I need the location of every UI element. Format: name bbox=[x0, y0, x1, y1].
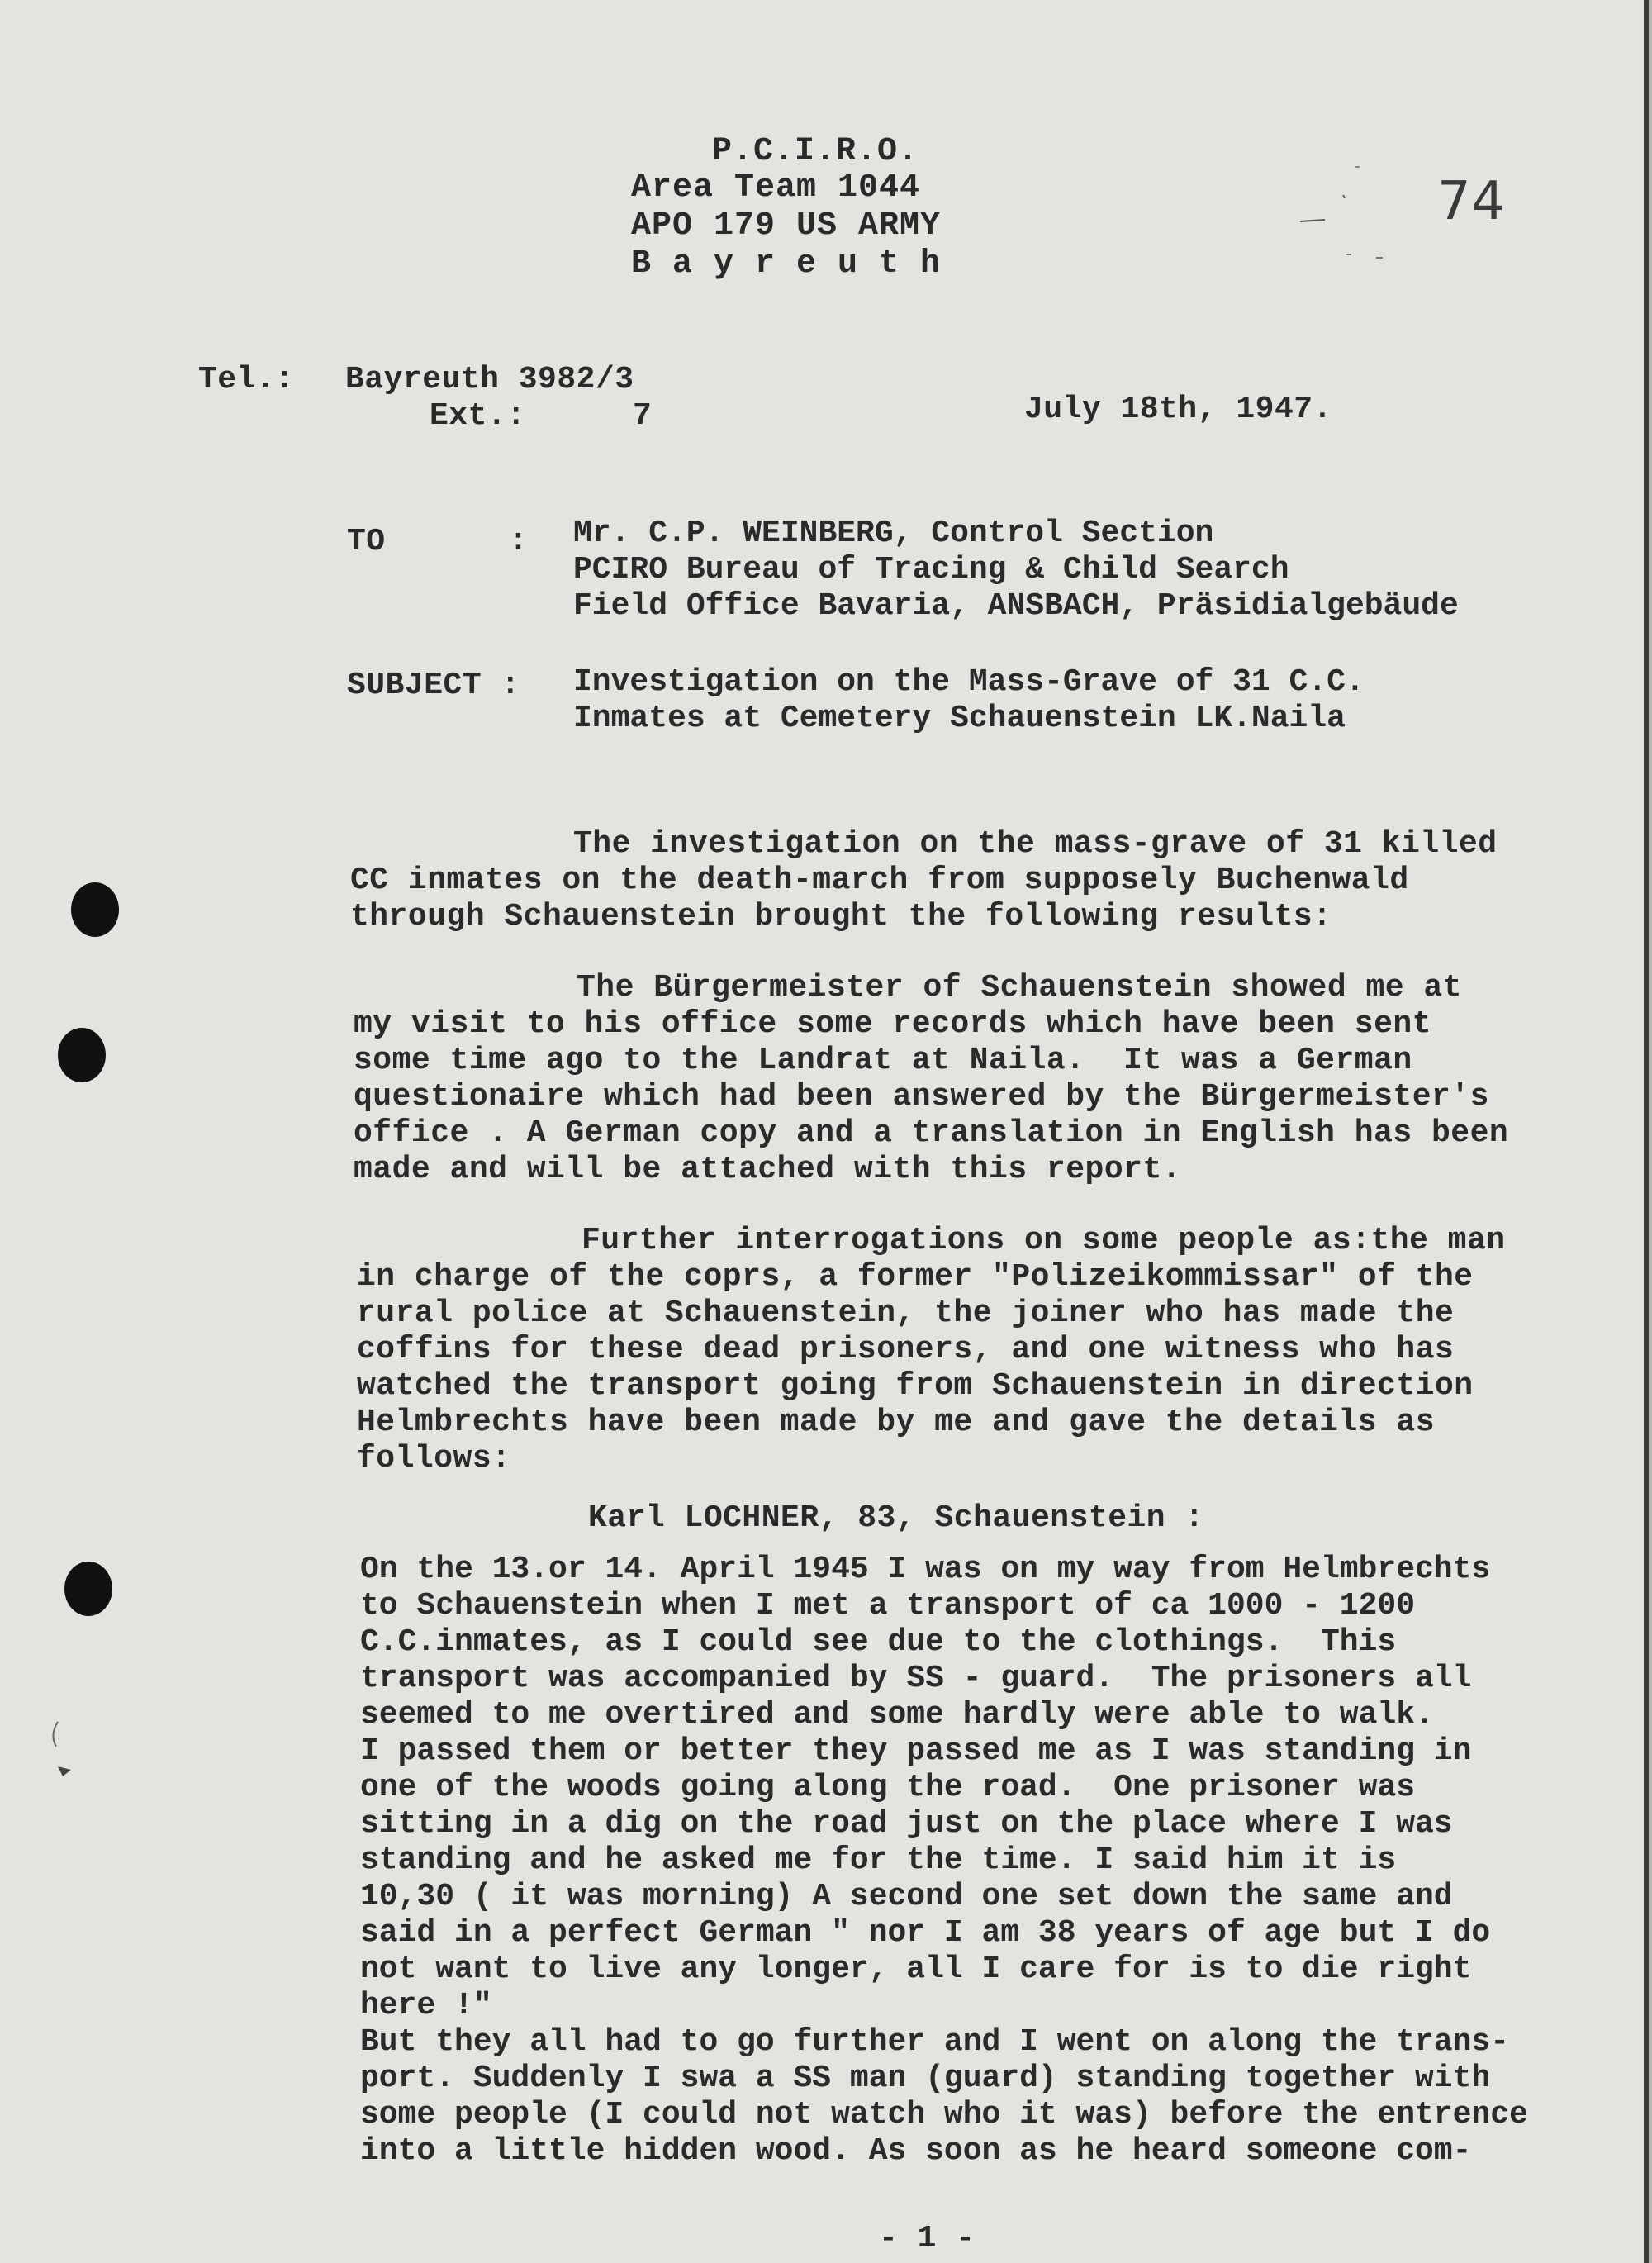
page-number: - 1 - bbox=[879, 2221, 976, 2256]
testimony-block bbox=[360, 1552, 1528, 2170]
para3-line: Helmbrechts have been made by me and gave the details as bbox=[357, 1405, 1436, 1440]
testimony-line: said in a perfect German " nor I am 38 years of age but I do bbox=[360, 1915, 1491, 1951]
testimony-line: 10,30 ( it was morning) A second one set down the same and bbox=[360, 1879, 1453, 1914]
page-reference-number: 74 bbox=[1437, 171, 1506, 232]
para3-line: follows: bbox=[357, 1441, 511, 1476]
testimony-line: not want to live any longer, all I care for is to die right bbox=[360, 1952, 1472, 1987]
para2-line: office . A German copy and a translation in English has been bbox=[354, 1115, 1509, 1151]
para3-line: rural police at Schauenstein, the joiner who has made the bbox=[357, 1296, 1455, 1331]
subject-line: Inmates at Cemetery Schauenstein LK.Naila bbox=[573, 701, 1346, 736]
recipient-line: Field Office Bavaria, ANSBACH, Präsidialgebäude bbox=[573, 588, 1459, 624]
city: B a y r e u t h bbox=[631, 245, 942, 283]
testimony-line: I passed them or better they passed me as I was standing in bbox=[360, 1733, 1472, 1769]
apo-address: APO 179 US ARMY bbox=[631, 207, 942, 245]
margin-mark bbox=[46, 1719, 79, 1785]
testimony-line: sitting in a dig on the road just on the place where I was bbox=[360, 1806, 1453, 1842]
testimony-line: On the 13.or 14. April 1945 I was on my way from Helmbrechts bbox=[360, 1552, 1491, 1587]
recipient-line: PCIRO Bureau of Tracing & Child Search bbox=[573, 552, 1289, 587]
subject-block bbox=[573, 664, 1365, 737]
subject-label: SUBJECT : bbox=[347, 668, 520, 703]
para2-line: my visit to his office some records which have been sent bbox=[354, 1006, 1432, 1042]
para1-line: The investigation on the mass-grave of 31 killed bbox=[573, 826, 1498, 862]
tel-label: Tel.: bbox=[198, 362, 295, 397]
testimony-line: here !" bbox=[360, 1988, 492, 2023]
testimony-line: But they all had to go further and I went on along the trans- bbox=[360, 2024, 1510, 2060]
para3-line: Further interrogations on some people as:the man bbox=[582, 1223, 1506, 1258]
recipient-block bbox=[573, 516, 1459, 625]
para2-line: The Bürgermeister of Schauenstein showed me at bbox=[577, 970, 1462, 1006]
para2-line: questionaire which had been answered by the Bürgermeister's bbox=[354, 1079, 1489, 1115]
punch-hole bbox=[64, 1562, 112, 1616]
testimony-line: seemed to me overtired and some hardly were able to walk. bbox=[360, 1697, 1434, 1733]
tel-value: Bayreuth 3982/3 bbox=[345, 362, 634, 397]
para3-line: coffins for these dead prisoners, and one witness who has bbox=[357, 1332, 1455, 1367]
letter-date: July 18th, 1947. bbox=[1024, 392, 1332, 427]
recipient-line: Mr. C.P. WEINBERG, Control Section bbox=[573, 516, 1214, 551]
para1-line: through Schauenstein brought the following results: bbox=[350, 899, 1332, 934]
area-team: Area Team 1044 bbox=[631, 169, 921, 207]
para2-line: some time ago to the Landrat at Naila. It was a German bbox=[354, 1043, 1412, 1078]
witness-heading: Karl LOCHNER, 83, Schauenstein : bbox=[588, 1500, 1204, 1536]
para2-line: made and will be attached with this report. bbox=[354, 1152, 1182, 1187]
ext-label: Ext.: bbox=[430, 398, 526, 434]
pencil-marks bbox=[1297, 162, 1404, 269]
subject-line: Investigation on the Mass-Grave of 31 C.C. bbox=[573, 664, 1365, 700]
testimony-line: one of the woods going along the road. One prisoner was bbox=[360, 1770, 1416, 1805]
to-label: TO bbox=[347, 524, 386, 559]
testimony-line: some people (I could not watch who it was) before the entrence bbox=[360, 2097, 1528, 2132]
testimony-line: transport was accompanied by SS - guard. The prisoners all bbox=[360, 1661, 1472, 1696]
testimony-line: into a little hidden wood. As soon as he heard someone com- bbox=[360, 2133, 1472, 2169]
testimony-line: to Schauenstein when I met a transport of ca 1000 - 1200 bbox=[360, 1588, 1416, 1624]
to-colon: : bbox=[509, 524, 529, 559]
para1-line: CC inmates on the death-march from supposely Buchenwald bbox=[350, 863, 1409, 898]
testimony-line: C.C.inmates, as I could see due to the clothings. This bbox=[360, 1624, 1397, 1660]
para3-line: in charge of the coprs, a former "Polizeikommissar" of the bbox=[357, 1259, 1474, 1295]
punch-hole bbox=[58, 1028, 106, 1082]
para3-line: watched the transport going from Schauenstein in direction bbox=[357, 1368, 1474, 1404]
ext-value: 7 bbox=[633, 398, 653, 434]
testimony-line: standing and he asked me for the time. I said him it is bbox=[360, 1842, 1397, 1878]
punch-hole bbox=[71, 882, 119, 937]
testimony-line: port. Suddenly I swa a SS man (guard) standing together with bbox=[360, 2061, 1491, 2096]
org-name: P.C.I.R.O. bbox=[712, 133, 919, 170]
